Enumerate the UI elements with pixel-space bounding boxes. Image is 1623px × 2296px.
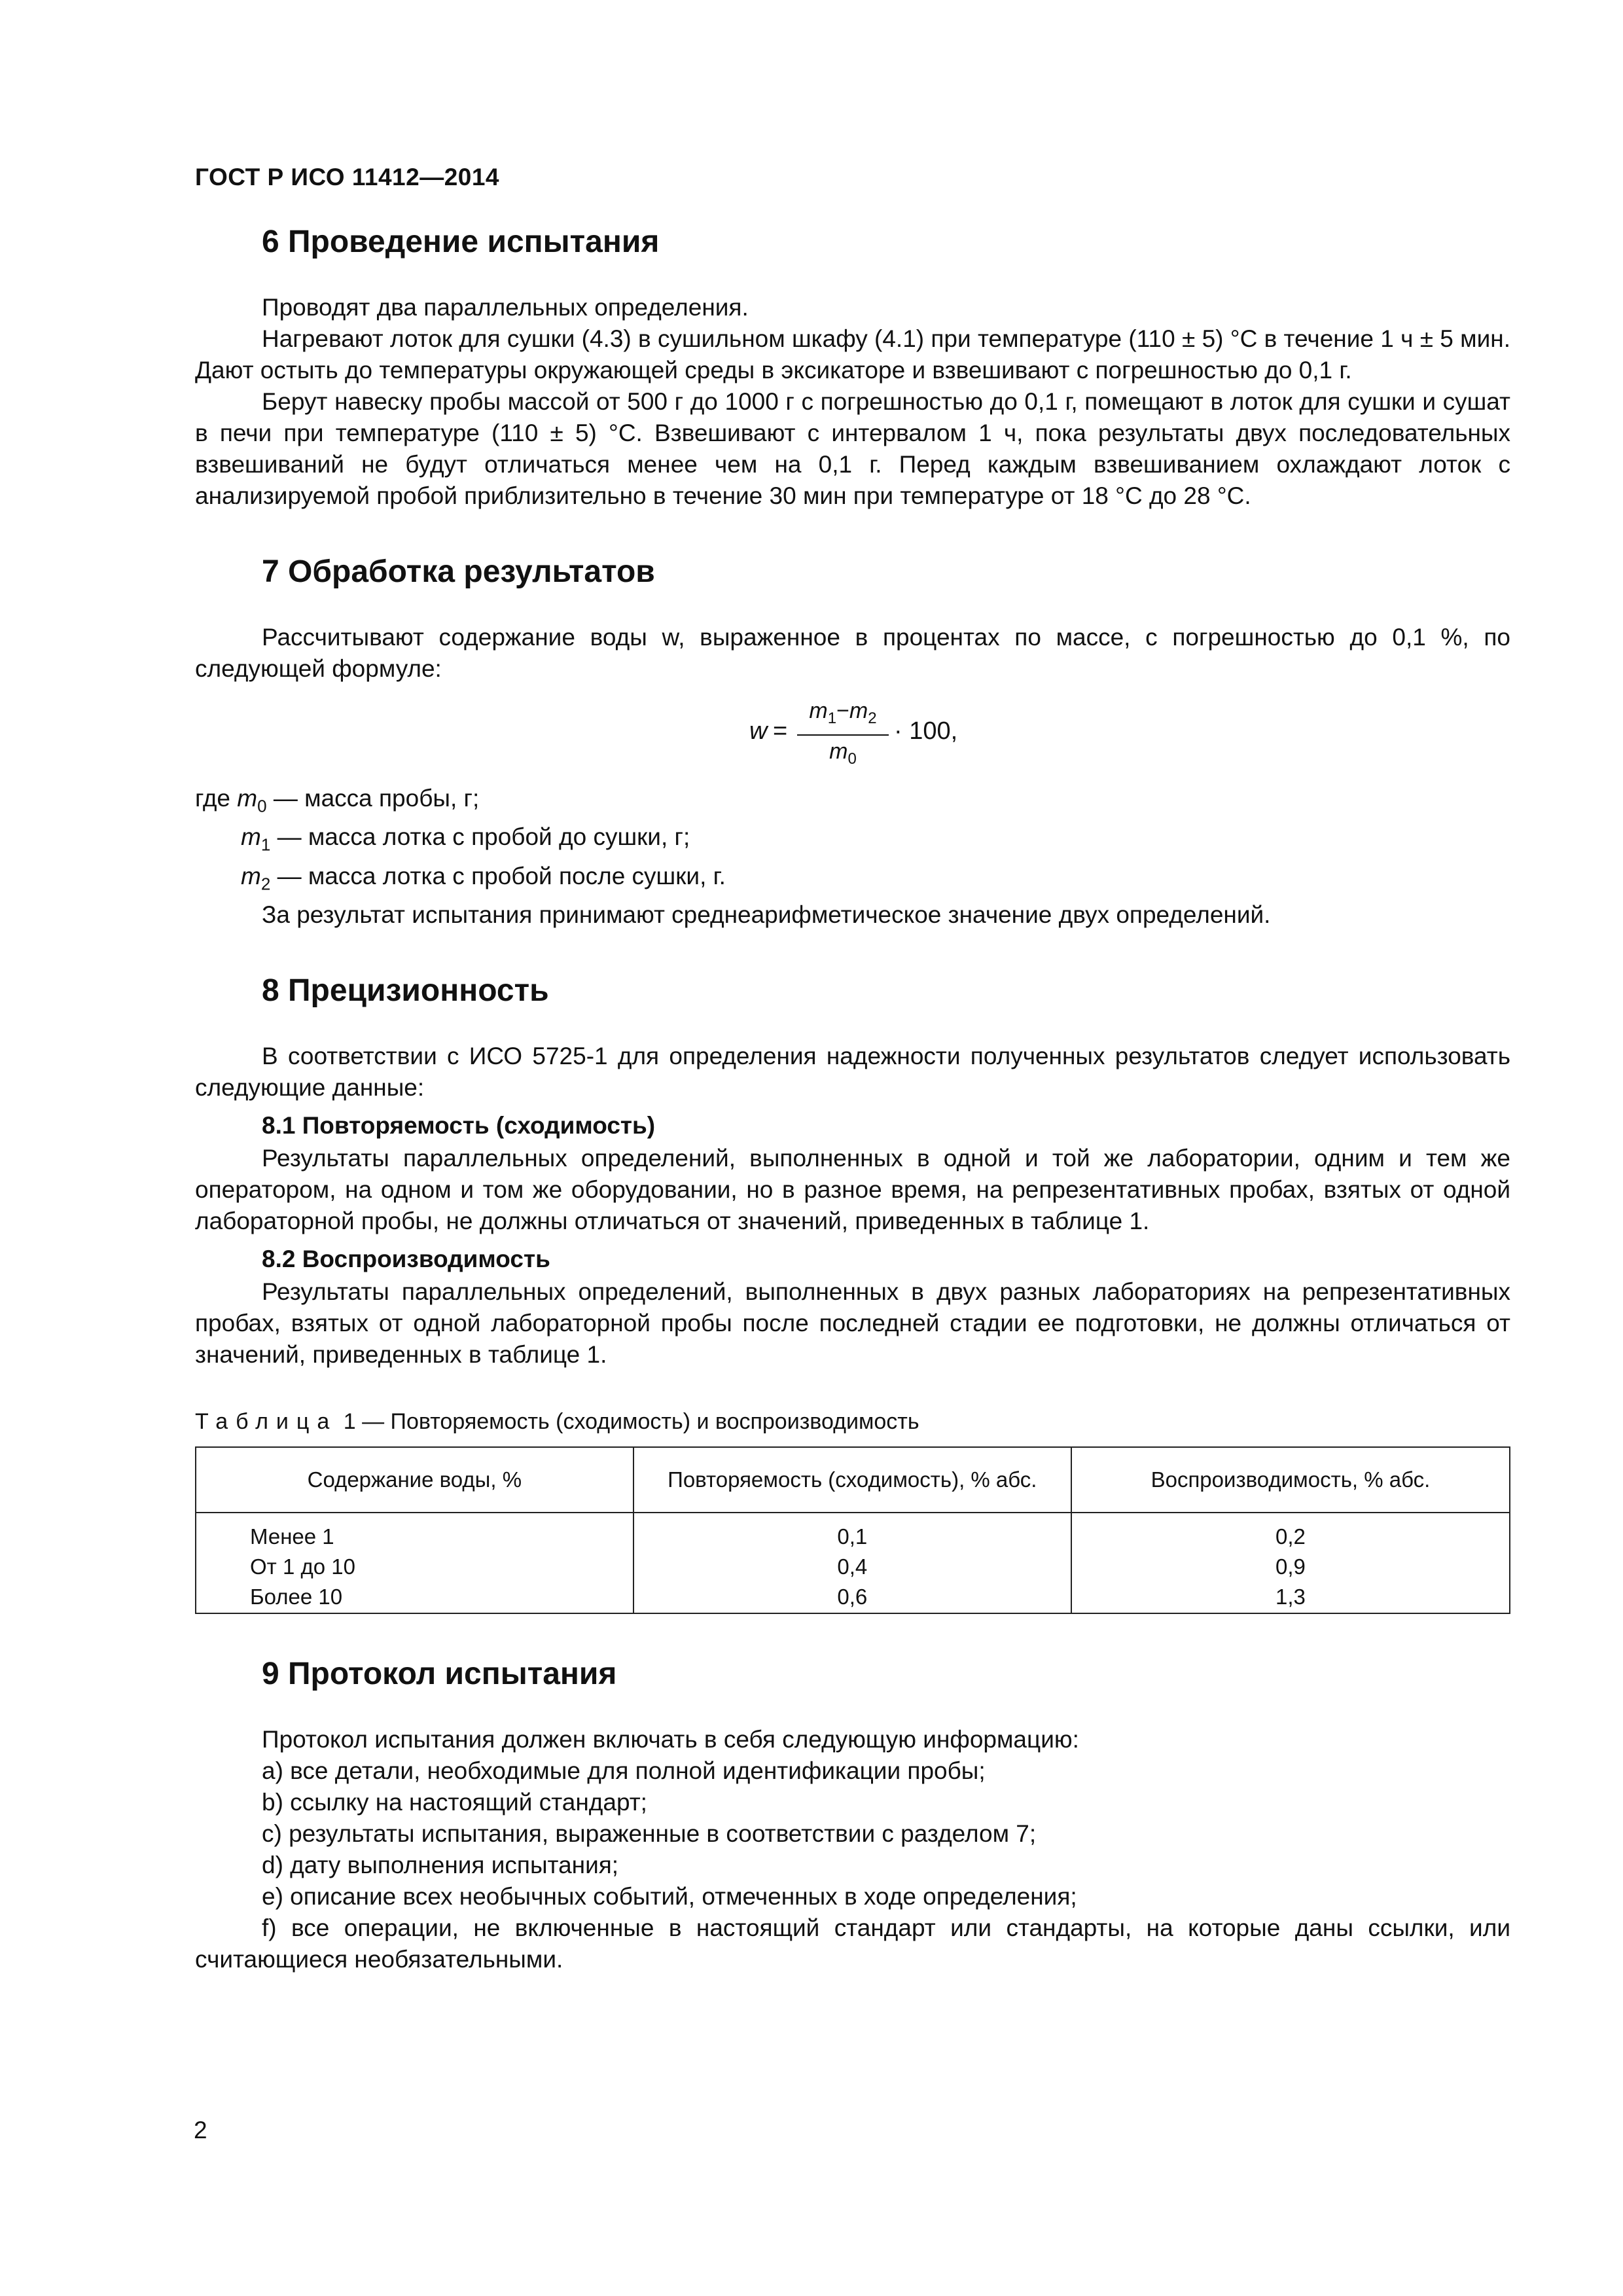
- table-cell: От 1 до 10: [196, 1552, 633, 1583]
- table-header-row: [196, 1447, 1510, 1513]
- section-6-paragraph-2: Нагревают лоток для сушки (4.3) в сушильном шкафу (4.1) при температуре (110 ± 5) °С в течение 1 ч ± 5 мин. Дают остыть до температуры окружающей среды в эксикаторе и взвешивают с погрешностью до 0,1 г.: [195, 325, 1510, 384]
- section-6-paragraph-3: Берут навеску пробы массой от 500 г до 1000 г с погрешностью до 0,1 г, помещают в лоток для сушки и сушат в печи при температуре (110 ± 5) °С. Взвешивают с интервалом 1 ч, пока результаты двух последовательных взвешиваний не будут отличаться менее чем на 0,1 г. Перед каждым взвешиванием охлаждают лоток с анализируемой пробой приблизительно в течение 30 мин при температуре от 18 °С до 28 °С.: [195, 388, 1510, 509]
- document-id-header: ГОСТ Р ИСО 11412—2014: [195, 164, 500, 190]
- formula-fraction-bar: [797, 734, 889, 736]
- section-7-title: 7 Обработка результатов: [262, 554, 655, 589]
- list-item: d) дату выполнения испытания;: [262, 1852, 619, 1879]
- formula-lhs: w: [749, 717, 768, 745]
- table-cell: 0,9: [1071, 1552, 1510, 1583]
- section-8-title: 8 Прецизионность: [262, 973, 549, 1009]
- table-header-cell: Воспроизводимость, % абс.: [1071, 1447, 1510, 1513]
- definition-m0: где $m_0$ — масса пробы, г;: [195, 785, 480, 816]
- water-content-formula: [195, 696, 1510, 768]
- list-item: c) результаты испытания, выраженные в соответствии с разделом 7;: [262, 1820, 1037, 1848]
- section-6-paragraph-1: Проводят два параллельных определения.: [262, 294, 749, 321]
- list-item: a) все детали, необходимые для полной идентификации пробы;: [262, 1757, 986, 1785]
- section-8-paragraph-1: В соответствии с ИСО 5725-1 для определения надежности полученных результатов следует использовать следующие данные:: [195, 1043, 1510, 1102]
- page-number: 2: [194, 2117, 207, 2144]
- table-header-cell: Повторяемость (сходимость), % абс.: [633, 1447, 1071, 1513]
- definition-m2: $m_2$ — масса лотка с пробой после сушки, г.: [241, 862, 726, 894]
- section-7: [195, 552, 1510, 931]
- formula-fraction: [797, 696, 889, 774]
- table-cell: 0,2: [1071, 1513, 1510, 1552]
- list-item: f) все операции, не включенные в настоящий стандарт или стандарты, на которые даны ссылки, или считающиеся необязательными.: [195, 1914, 1510, 1973]
- table-cell: 0,6: [633, 1583, 1071, 1613]
- table-1: [195, 1446, 1510, 1614]
- definition-m1: $m_1$ — масса лотка с пробой до сушки, г;: [241, 823, 690, 855]
- subsection-8-2-title: 8.2 Воспроизводимость: [262, 1246, 550, 1273]
- section-9-intro: Протокол испытания должен включать в себя следующую информацию:: [262, 1726, 1079, 1753]
- list-item: e) описание всех необычных событий, отмеченных в ходе определения;: [262, 1883, 1077, 1910]
- table-row: [196, 1513, 1510, 1552]
- table-header-cell: Содержание воды, %: [196, 1447, 633, 1513]
- formula-denominator: $m_0$: [829, 738, 857, 768]
- section-6-title: 6 Проведение испытания: [262, 224, 660, 259]
- section-7-paragraph-1: Рассчитывают содержание воды w, выраженное в процентах по массе, с погрешностью до 0,1 %, по следующей формуле:: [195, 624, 1510, 682]
- table-cell: Менее 1: [196, 1513, 633, 1552]
- section-9: [195, 1655, 1510, 1975]
- formula-equals: =: [773, 717, 788, 745]
- table-row: [196, 1552, 1510, 1583]
- subsection-8-1-text: Результаты параллельных определений, выполненных в одной и той же лаборатории, одним и тем же оператором, на одном и том же оборудовании, но в разное время, на репрезентативных пробах, взятых от одной лабораторной пробы, не должны отличаться от значений, приведенных в таблице 1.: [195, 1145, 1510, 1235]
- formula-multiplier: · 100,: [894, 717, 958, 745]
- section-6: [195, 223, 1510, 512]
- section-7-paragraph-2: За результат испытания принимают среднеарифметическое значение двух определений.: [262, 901, 1271, 929]
- subsection-8-2-text: Результаты параллельных определений, выполненных в двух разных лабораториях на репрезентативных пробах, взятых от одной лабораторной пробы после последней стадии ее подготовки, не должны отличаться от значений, приведенных в таблице 1.: [195, 1278, 1510, 1369]
- section-8: [195, 971, 1510, 1371]
- section-9-title: 9 Протокол испытания: [262, 1657, 617, 1692]
- table-cell: 0,4: [633, 1552, 1071, 1583]
- table-cell: 1,3: [1071, 1583, 1510, 1613]
- table-row: [196, 1583, 1510, 1613]
- table-1-caption: Таблица 1 — Повторяемость (сходимость) и воспроизводимость: [195, 1409, 919, 1435]
- subsection-8-1-title: 8.1 Повторяемость (сходимость): [262, 1112, 656, 1139]
- table-cell: Более 10: [196, 1583, 633, 1613]
- table-cell: 0,1: [633, 1513, 1071, 1552]
- page-content: [195, 223, 1510, 1975]
- list-item: b) ссылку на настоящий стандарт;: [262, 1789, 647, 1816]
- formula-numerator: $m_1-m_2$: [809, 698, 877, 727]
